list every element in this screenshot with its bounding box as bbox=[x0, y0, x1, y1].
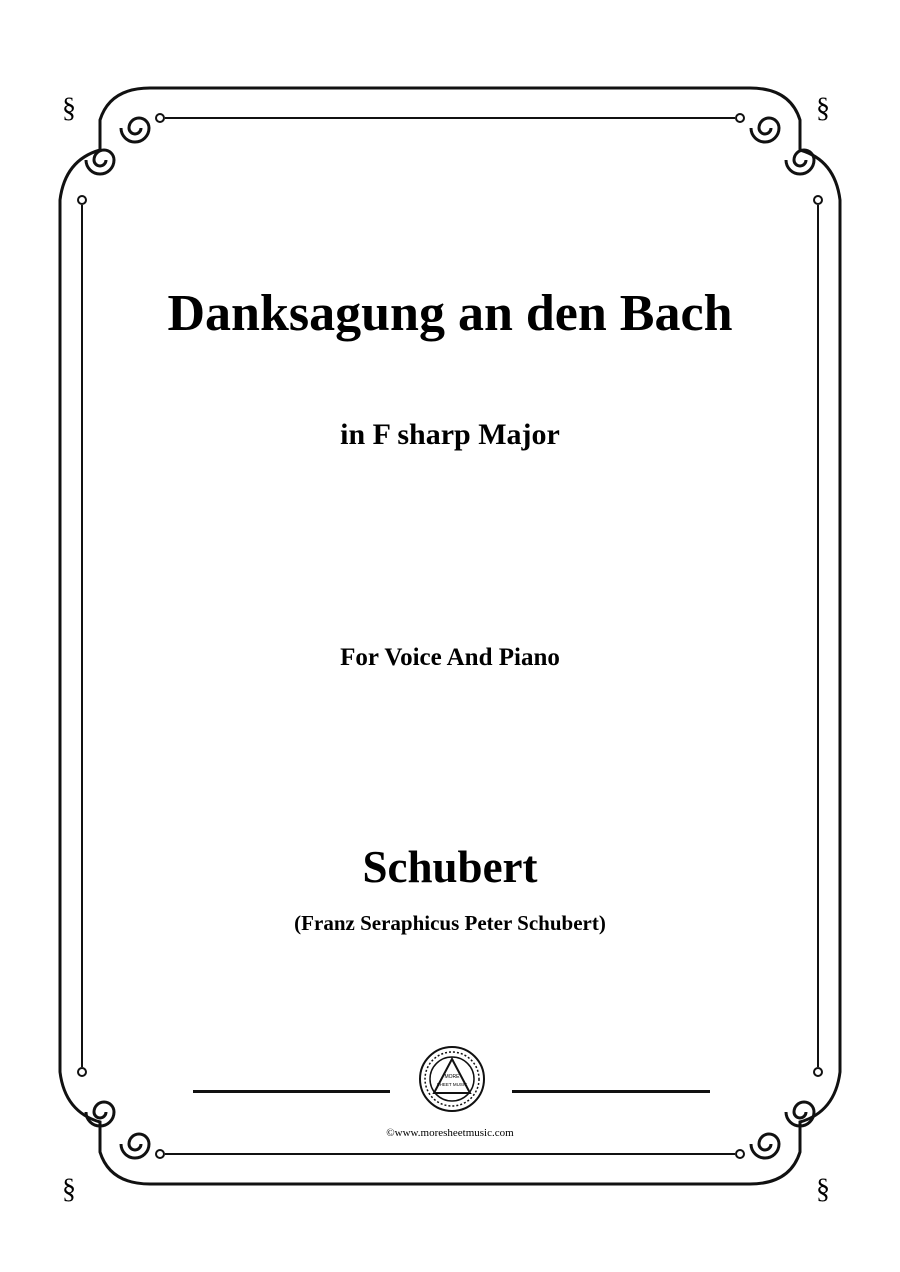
seal-text-top: MORE bbox=[444, 1074, 460, 1080]
key-subtitle: in F sharp Major bbox=[340, 418, 560, 451]
divider-right bbox=[512, 1090, 710, 1093]
instrumentation: For Voice And Piano bbox=[340, 644, 560, 671]
page-title: Danksagung an den Bach bbox=[167, 285, 733, 342]
corner-scrolls bbox=[86, 118, 814, 1158]
copyright-notice: ©www.moresheetmusic.com bbox=[386, 1127, 514, 1139]
composer-full-name: (Franz Seraphicus Peter Schubert) bbox=[294, 911, 606, 935]
seal-text-bottom: SHEET MUSIC bbox=[436, 1082, 468, 1087]
scroll-flourish-icon: § bbox=[816, 1174, 830, 1205]
composer-name: Schubert bbox=[362, 842, 538, 892]
publisher-seal-icon bbox=[418, 1045, 486, 1113]
scroll-flourish-icon: § bbox=[62, 93, 76, 124]
scroll-flourish-icon: § bbox=[62, 1174, 76, 1205]
scroll-flourish-icon: § bbox=[816, 93, 830, 124]
divider-left bbox=[193, 1090, 390, 1093]
